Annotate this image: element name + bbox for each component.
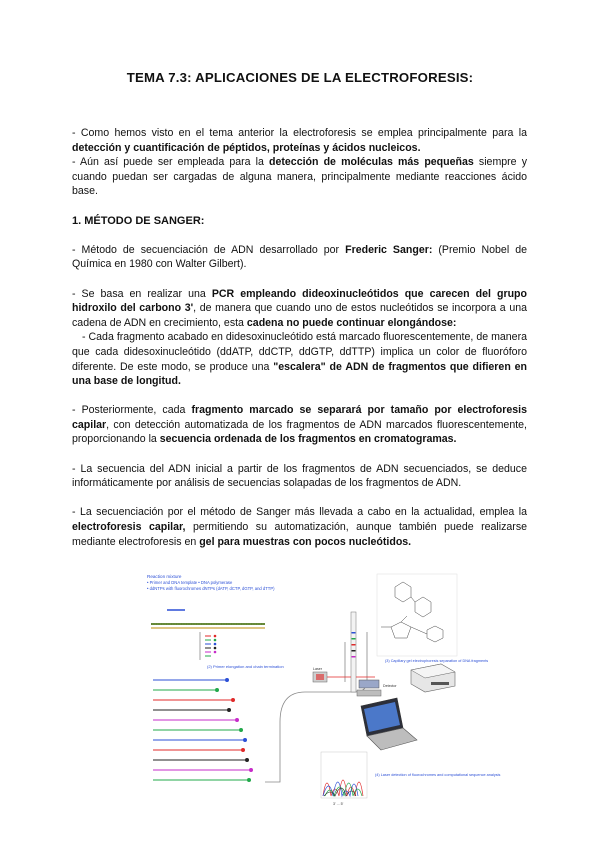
figure-label-capillary: (3) Capillary gel electrophoresis separation of DNA fragments [385,659,489,663]
intro-p2-text: - Aún así puede ser empleada para la [72,156,270,169]
intro-paragraph-2 [72,155,527,199]
template-strand [151,610,265,628]
sanger-p2-text: - Se basa en realizar una [72,287,212,300]
intro-block [72,126,527,564]
sanger-p4-bold-end: secuencia ordenada de los fragmentos en cromatogramas. [159,433,457,446]
intro-paragraph-1 [72,126,527,155]
sanger-p4-text: - Posteriormente, cada [72,404,192,417]
sanger-p6-text-mid: permitiendo su automatización, aunque también puede realizarse mediante electroforesis en [72,521,528,548]
figure-label-analysis: (4) Laser detection of fluorochromes and computational sequence analysis [375,773,501,777]
nucleotide-mix [200,632,216,660]
intro-p1-text: - Como hemos visto en el tema anterior la electroforesis se emplea principalmente para la [72,127,527,139]
intro-p2-bold: detección de moléculas más pequeñas [269,156,474,169]
sanger-diagram [145,572,501,808]
sanger-p6-bold-end: gel para muestras con pocos nucleótidos. [199,535,412,548]
sanger-p1-text: - Método de secuenciación de ADN desarrollado por [72,243,346,256]
sanger-paragraph-1 [72,243,527,272]
sanger-sequencing-figure [145,572,501,808]
figure-label-elongation: (2) Primer elongation and chain termination [207,664,284,669]
sanger-p1-text-end: (Premio Nobel de Química en 1980 con Walter Gilbert). [72,243,527,271]
sanger-paragraph-2 [72,287,527,331]
sanger-p2-bold-end: cadena no puede continuar elongándose: [246,316,457,329]
intro-p2-text-end: siempre y cuando puedan ser cargadas de alguna manera, principalmente mediante reacciones ácido base. [72,156,527,198]
printer-icon [411,664,455,692]
section-heading-sanger: 1. MÉTODO DE SANGER: [72,214,205,227]
figure-legend-title: Reaction mixture [147,574,182,579]
figure-legend-line-2: • ddNTPs with fluorochromes dNTPs (dATP, dCTP, dGTP, and dTTP) [147,586,275,591]
sanger-paragraph-6 [72,505,527,549]
sanger-p1-bold: Frederic Sanger: [345,243,433,256]
sanger-paragraph-5: - La secuencia del ADN inicial a partir de los fragmentos de ADN secuenciados, se deduce informáticamente por análisis de secuencias solapadas de los fragmentos de ADN. [72,462,527,490]
ddntp-structure-icon [377,574,457,656]
laptop-icon [361,698,417,750]
sanger-p2-text-mid: , de manera que cuando uno de estos nucleótidos se incorpora a una cadena de ADN en crecimiento, esta [72,302,527,329]
sanger-p6-bold: electroforesis capilar, [72,521,186,534]
figure-label-detector: Detector [383,684,397,688]
fragment-ladder [153,678,253,782]
sanger-paragraph-3 [72,330,527,388]
sanger-p4-bold: fragmento marcado se separará por tamaño por electroforesis capilar [72,404,527,431]
sanger-p3-bold: "escalera" de ADN de fragmentos que difieren en una base de longitud. [72,360,527,388]
sanger-paragraph-4 [72,403,527,447]
figure-legend-line-1: • Primer and DNA template • DNA polymerase [147,580,233,585]
sanger-p2-bold: PCR empleando dideoxinucleótidos que carecen del grupo hidroxilo del carbono 3' [72,287,527,315]
chromatogram [321,752,367,798]
figure-label-laser: Laser [313,667,322,671]
sanger-p4-text-mid: , con detección automatizada de los fragmentos de ADN marcados fluorescentemente, proporcionando la [72,418,527,446]
capillary-column [351,612,356,692]
intro-p1-bold: detección y cuantificación de péptidos, proteínas y ácidos nucleicos. [72,141,421,154]
laser-detector-setup [313,672,381,696]
sanger-p6-text: - La secuenciación por el método de Sanger más llevada a cabo en la actualidad, emplea la [72,506,527,519]
page-title: TEMA 7.3: APLICACIONES DE LA ELECTROFORESIS: [126,70,474,85]
sanger-p3-text: - Cada fragmento acabado en didesoxinucleótido está marcado fluorescentemente, de manera que cada didesoxinucleótido (ddATP, ddCTP, ddGTP, ddTTP) implica un color de fluoróforo diferente. De este modo, se produce una [72,331,527,373]
figure-label-read-direction: 3' ... 5' [333,802,344,806]
